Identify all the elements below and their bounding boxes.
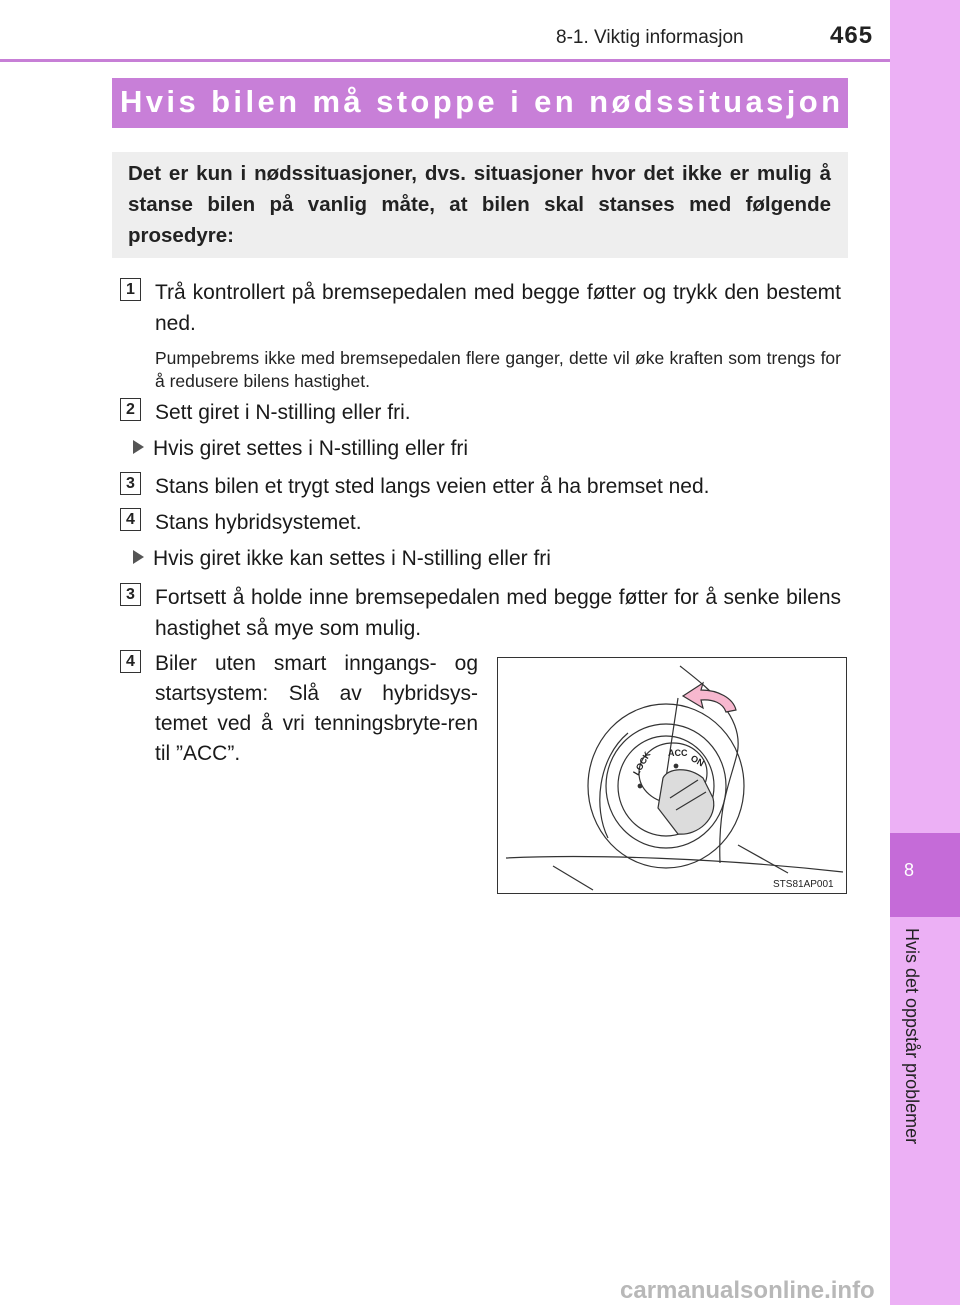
triangle-bullet-icon: [133, 440, 144, 454]
page-title: Hvis bilen må stoppe i en nødssituasjon: [120, 84, 844, 119]
header-rule: [0, 59, 890, 62]
case-heading-not-neutral-text: Hvis giret ikke kan settes i N-stilling eller fri: [153, 547, 551, 570]
figure-code: STS81AP001: [773, 879, 834, 890]
chapter-title: Hvis det oppstår problemer: [902, 928, 922, 1145]
case-a-step-text-4: Stans hybridsystemet.: [155, 511, 362, 534]
ignition-figure: [497, 657, 847, 894]
on-label: ON: [689, 753, 706, 769]
chapter-number: 8: [903, 860, 914, 880]
case-heading-neutral: [133, 433, 468, 464]
case-heading-not-neutral: [133, 543, 551, 574]
case-a-step-text-3: Stans bilen et trygt sted langs veien etter å ha bremset ned.: [155, 475, 710, 498]
case-heading-neutral-text: Hvis giret settes i N-stilling eller fri: [153, 437, 469, 460]
case-b-step-text-4: Biler uten smart inngangs- og startsystem: Slå av hybridsys-temet ved å vri tenningsbryte-ren til ”ACC”.: [155, 652, 478, 765]
triangle-bullet-icon: [133, 550, 144, 564]
case-b-step-number-4: 4: [120, 650, 141, 673]
watermark: carmanualsonline.info: [620, 1277, 875, 1304]
step-number-1: 1: [120, 278, 141, 301]
step-number-2: 2: [120, 398, 141, 421]
title-bar: [112, 78, 848, 128]
step-text-2: Sett giret i N-stilling eller fri.: [155, 401, 411, 424]
case-b-step-number-3: 3: [120, 583, 141, 606]
step-text-1: Trå kontrollert på bremsepedalen med begge føtter og trykk den bestemt ned.: [155, 281, 841, 335]
lock-label: LOCK: [631, 749, 653, 777]
page-number: 465: [830, 22, 874, 49]
step-note-1: Pumpebrems ikke med bremsepedalen flere ganger, dette vil øke kraften som trengs for å redusere bilens hastighet.: [155, 348, 841, 391]
acc-label: ACC: [668, 748, 688, 758]
intro-box: [112, 152, 848, 258]
case-a-step-number-3: 3: [120, 472, 141, 495]
case-a-step-number-4: 4: [120, 508, 141, 531]
ignition-switch-illustration: [498, 658, 845, 892]
intro-text: Det er kun i nødssituasjoner, dvs. situasjoner hvor det ikke er mulig å stanse bilen på vanlig måte, at bilen skal stanses med følgende prosedyre:: [128, 162, 831, 247]
section-label: 8-1. Viktig informasjon: [556, 27, 744, 48]
turn-arrow-icon: [683, 683, 736, 712]
case-b-step-text-3: Fortsett å holde inne bremsepedalen med begge føtter for å senke bilens hastighet så mye som mulig.: [155, 586, 841, 640]
